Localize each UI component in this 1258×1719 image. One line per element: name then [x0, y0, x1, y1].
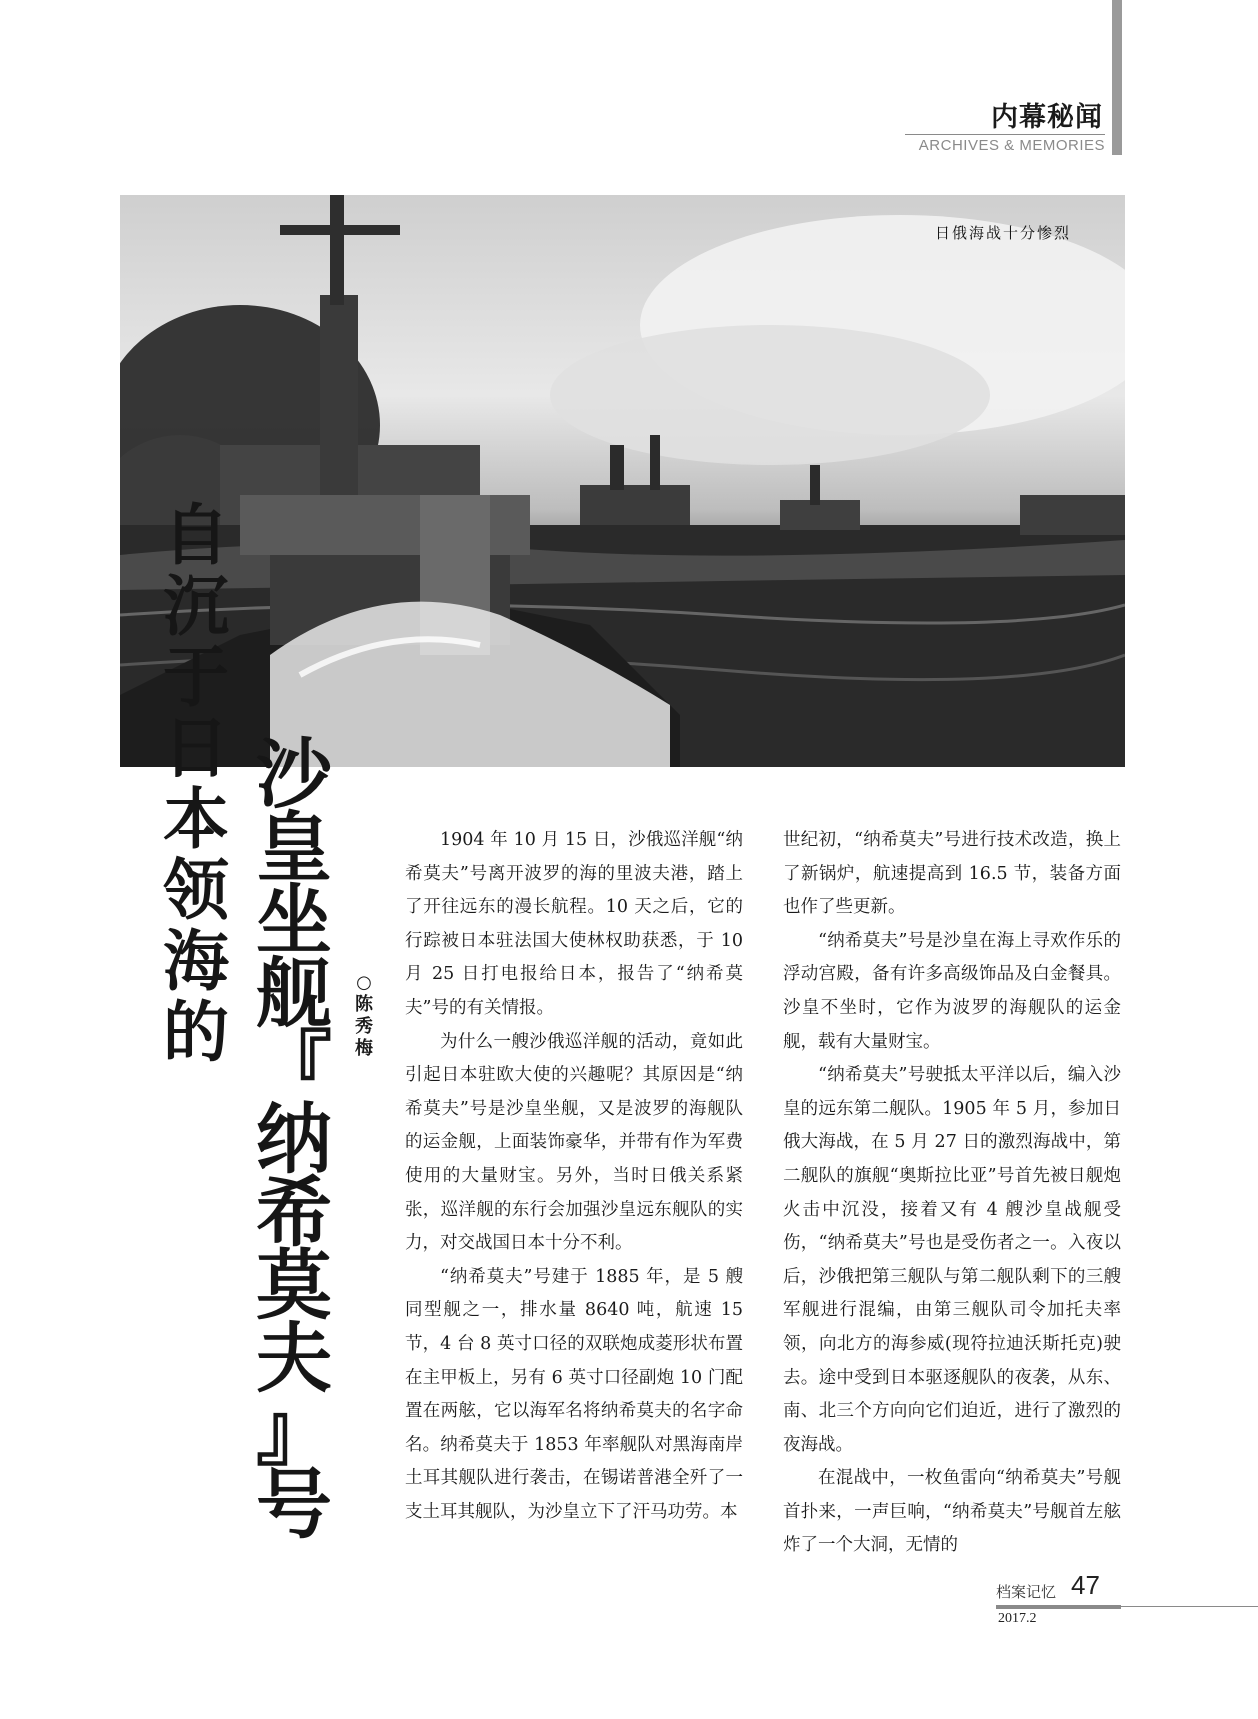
footer-bar	[996, 1605, 1121, 1609]
battleship-illustration	[120, 195, 1125, 767]
author-marker: ○	[356, 972, 372, 993]
headline-char: 希	[256, 1168, 332, 1257]
paragraph-continuation: 世纪初，“纳希莫夫”号进行技术改造，换上了新锅炉，航速提高到 16.5 节，装备方面也作了些更新。	[783, 830, 1121, 918]
author-char: 梅	[355, 1038, 373, 1059]
naval-battle-photo	[120, 195, 1125, 767]
headline-char: 莫	[256, 1241, 332, 1330]
paragraph: 在混战中，一枚鱼雷向“纳希莫夫”号舰首扑来，一声巨响，“纳希莫夫”号舰首左舷炸了一个大洞，无情的	[783, 1468, 1121, 1556]
headline-char: 『	[256, 1022, 332, 1111]
headline-char: 』	[256, 1387, 332, 1476]
page-number: 47	[1071, 1570, 1100, 1600]
body-column-1	[405, 824, 743, 1529]
paragraph: “纳希莫夫”号是沙皇在海上寻欢作乐的浮动宫殿，备有许多高级饰品及白金餐具。沙皇不坐时，它作为波罗的海舰队的运金舰，载有大量财宝。	[783, 930, 1121, 1052]
paragraph: “纳希莫夫”号建于 1885 年，是 5 艘同型舰之一，排水量 8640 吨，航速 15 节，4 台 8 英寸口径的双联炮成菱形状布置在主甲板上，另有 6 英寸口径副炮 10 门配置在两舷，它以海军名将纳希莫夫的名字命名。纳希莫夫于 1853 年率舰队对黑海南岸土耳其舰队进行袭击，在锡诺普港全歼了一支土耳其舰队，为沙皇立下了汗马功劳。本	[405, 1266, 743, 1522]
section-subtitle: ARCHIVES & MEMORIES	[918, 137, 1105, 154]
headline-char: 于	[163, 638, 229, 716]
headline-char: 号	[256, 1460, 332, 1549]
author-char: 陈	[355, 994, 373, 1015]
author-byline	[352, 972, 376, 1060]
headline-line2	[252, 730, 336, 1549]
headline-char: 的	[163, 993, 229, 1071]
headline-char: 夫	[256, 1314, 332, 1403]
headline-char: 沙	[256, 730, 332, 819]
headline-char: 领	[163, 851, 229, 929]
paragraph: 为什么一艘沙俄巡洋舰的活动，竟如此引起日本驻欧大使的兴趣呢？其原因是“纳希莫夫”号是沙皇坐舰，又是波罗的海舰队的运金舰，上面装饰豪华，并带有作为军费使用的大量财宝。另外，当时日俄关系紧张，巡洋舰的东行会加强沙皇远东舰队的实力，对交战国日本十分不利。	[405, 1031, 743, 1254]
headline-char: 纳	[256, 1095, 332, 1184]
headline-char: 日	[163, 709, 229, 787]
headline-char: 本	[163, 780, 229, 858]
paragraph: “纳希莫夫”号驶抵太平洋以后，编入沙皇的远东第二舰队。1905 年 5 月，参加日俄大海战，在 5 月 27 日的激烈海战中，第二舰队的旗舰“奥斯拉比亚”号首先被日舰炮火击中沉没，接着又有 4 艘沙皇战舰受伤，“纳希莫夫”号也是受伤者之一。入夜以后，沙俄把第三舰队与第二舰队剩下的三艘军舰进行混编，由第三舰队司令加托夫率领，向北方的海参威(现符拉迪沃斯托克)驶去。途中受到日本驱逐舰队的夜袭，从东、南、北三个方向向它们迫近，进行了激烈的夜海战。	[783, 1065, 1121, 1455]
paragraph: 1904 年 10 月 15 日，沙俄巡洋舰“纳希莫夫”号离开波罗的海的里波夫港，踏上了开往远东的漫长航程。10 天之后，它的行踪被日本驻法国大使林权助获悉，于 10 月 25 日打电报给日本，报告了“纳希莫夫”号的有关情报。	[405, 830, 743, 1018]
headline-char: 自	[163, 496, 229, 574]
edge-bar	[1112, 0, 1122, 155]
author-char: 秀	[355, 1016, 373, 1037]
headline-char: 海	[163, 922, 229, 1000]
body-column-2	[783, 824, 1121, 1563]
footer-rule	[1121, 1606, 1258, 1607]
magazine-name: 档案记忆	[996, 1583, 1057, 1601]
headline-char: 舰	[256, 949, 332, 1038]
issue-date: 2017.2	[998, 1611, 1037, 1626]
headline-char: 皇	[256, 803, 332, 892]
headline-line1	[160, 496, 232, 1071]
photo-caption: 日俄海战十分惨烈	[935, 224, 1072, 242]
header-rule	[905, 134, 1105, 135]
headline-char: 沉	[163, 567, 229, 645]
section-title: 内幕秘闻	[991, 102, 1103, 133]
headline-char: 坐	[256, 876, 332, 965]
